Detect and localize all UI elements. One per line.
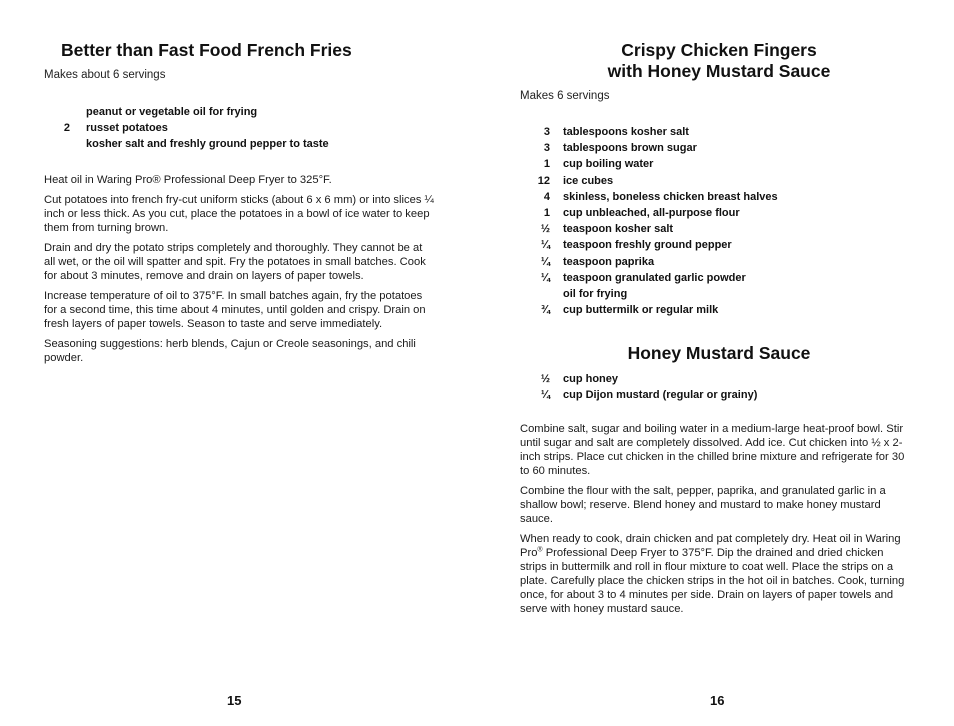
ingredient-qty: ¾: [540, 304, 550, 317]
ingredient-qty: ¼: [540, 239, 550, 252]
ingredient-list: [528, 124, 778, 318]
ingredient-item: cup honey: [563, 373, 619, 385]
ingredient-qty: ¼: [540, 271, 550, 284]
ingredient-row: [528, 387, 757, 403]
ingredient-row: [528, 205, 778, 221]
ingredient-qty: [528, 286, 550, 302]
ingredient-row: [528, 124, 778, 140]
ingredient-row: [528, 254, 778, 270]
method-paragraph: [520, 532, 912, 616]
ingredient-item: kosher salt and freshly ground pepper to taste: [86, 138, 329, 150]
method-text: [520, 422, 912, 622]
ingredient-qty: ¼: [540, 255, 550, 268]
method-text: [44, 173, 436, 371]
ingredient-qty: 4: [543, 190, 550, 203]
ingredient-qty: 2: [63, 122, 70, 134]
ingredient-qty: 3: [543, 142, 550, 155]
recipe-title-line: Crispy Chicken Fingers: [621, 40, 817, 60]
ingredient-item: ice cubes: [563, 174, 614, 187]
ingredient-item: cup buttermilk or regular milk: [563, 304, 719, 317]
ingredient-row: [528, 189, 778, 205]
ingredient-item: teaspoon freshly ground pepper: [563, 239, 732, 252]
left-page: [44, 0, 436, 726]
page-number: 15: [227, 693, 242, 708]
ingredient-qty: 1: [543, 158, 550, 171]
ingredient-row: [58, 104, 329, 120]
ingredient-qty: 3: [543, 126, 550, 138]
method-paragraph: Increase temperature of oil to 375°F. In small batches again, fry the potatoes for a second time, this time about 4 minutes, until golden and crispy. Drain on fresh layers of paper towels. Season to taste and serve immediately.: [44, 290, 426, 330]
ingredient-item: cup unbleached, all-purpose flour: [563, 206, 740, 219]
method-paragraph: Drain and dry the potato strips completely and thoroughly. They cannot be at all wet, or the oil will spatter and spit. Fry the potatoes in small batches. Cook for about 3 minutes, remove and drain on layers of paper towels.: [44, 242, 426, 282]
servings-text: Makes about 6 servings: [44, 69, 166, 81]
ingredient-item: tablespoons brown sugar: [563, 142, 697, 155]
ingredient-row: [528, 371, 757, 387]
ingredient-qty: ¼: [540, 389, 550, 402]
ingredient-qty: ½: [540, 223, 550, 236]
ingredient-qty: ½: [540, 373, 550, 385]
servings-text: Makes 6 servings: [520, 90, 610, 102]
method-paragraph: Combine salt, sugar and boiling water in a medium-large heat-proof bowl. Stir until sugar and salt are completely dissolved. Add ice. Cut chicken into ½ x 2-inch strips. Place cut chicken in the chilled brine mixture and refrigerate for 30 to 60 minutes.: [520, 423, 905, 477]
method-text-part: When ready to cook, drain chicken and pat completely dry. Heat oil in Waring Pro: [520, 533, 901, 559]
ingredient-item: tablespoons kosher salt: [563, 126, 689, 138]
ingredient-qty: 12: [537, 174, 550, 187]
method-text-part: Professional Deep Fryer to 375°F. Dip the drained and dried chicken strips in buttermilk and roll in flour mixture to coat well. Place the strips on a plate. Carefully place the chicken strips in the hot oil in batches. Cook, turning once, for about 3 to 4 minutes per side. Drain on layers of paper towels and serve with honey mustard sauce.: [520, 547, 905, 615]
page-number: 16: [710, 693, 725, 708]
ingredient-item: cup boiling water: [563, 158, 654, 171]
ingredient-row: [528, 270, 778, 286]
method-paragraph: Seasoning suggestions: herb blends, Cajun or Creole seasonings, and chili powder.: [44, 338, 416, 364]
ingredient-qty: 1: [543, 206, 550, 219]
ingredient-item: teaspoon granulated garlic powder: [563, 271, 746, 284]
ingredient-qty: [58, 104, 70, 120]
ingredient-list: [58, 104, 329, 152]
ingredient-row: [528, 173, 778, 189]
sauce-title: Honey Mustard Sauce: [627, 343, 811, 363]
ingredient-row: [528, 302, 778, 318]
ingredient-qty: [58, 136, 70, 152]
ingredient-item: peanut or vegetable oil for frying: [86, 106, 258, 118]
sauce-ingredient-list: [528, 371, 757, 403]
ingredient-row: [528, 237, 778, 253]
ingredient-item: russet potatoes: [86, 122, 168, 134]
ingredient-item: cup Dijon mustard (regular or grainy): [563, 389, 758, 402]
ingredient-item: teaspoon kosher salt: [563, 223, 674, 236]
right-page: [520, 0, 912, 726]
method-paragraph: Heat oil in Waring Pro® Professional Deep Fryer to 325°F.: [44, 174, 332, 186]
ingredient-row: [528, 221, 778, 237]
recipe-title: Better than Fast Food French Fries: [61, 40, 352, 60]
ingredient-row: [58, 120, 329, 136]
ingredient-item: oil for frying: [563, 287, 628, 300]
method-paragraph: Combine the flour with the salt, pepper, paprika, and granulated garlic in a shallow bowl; reserve. Blend honey and mustard to make honey mustard sauce.: [520, 485, 886, 525]
ingredient-row: [528, 286, 778, 302]
recipe-title: [520, 40, 918, 82]
ingredient-row: [528, 156, 778, 172]
recipe-title-line: with Honey Mustard Sauce: [607, 61, 831, 81]
ingredient-row: [58, 136, 329, 152]
ingredient-item: teaspoon paprika: [563, 255, 655, 268]
method-paragraph: Cut potatoes into french fry-cut uniform sticks (about 6 x 6 mm) or into slices ¼ inch or less thick. As you cut, place the potatoes in a bowl of ice water to keep them from turning brown.: [44, 194, 434, 234]
registered-mark: ®: [537, 546, 543, 554]
ingredient-item: skinless, boneless chicken breast halves: [563, 190, 778, 203]
ingredient-row: [528, 140, 778, 156]
